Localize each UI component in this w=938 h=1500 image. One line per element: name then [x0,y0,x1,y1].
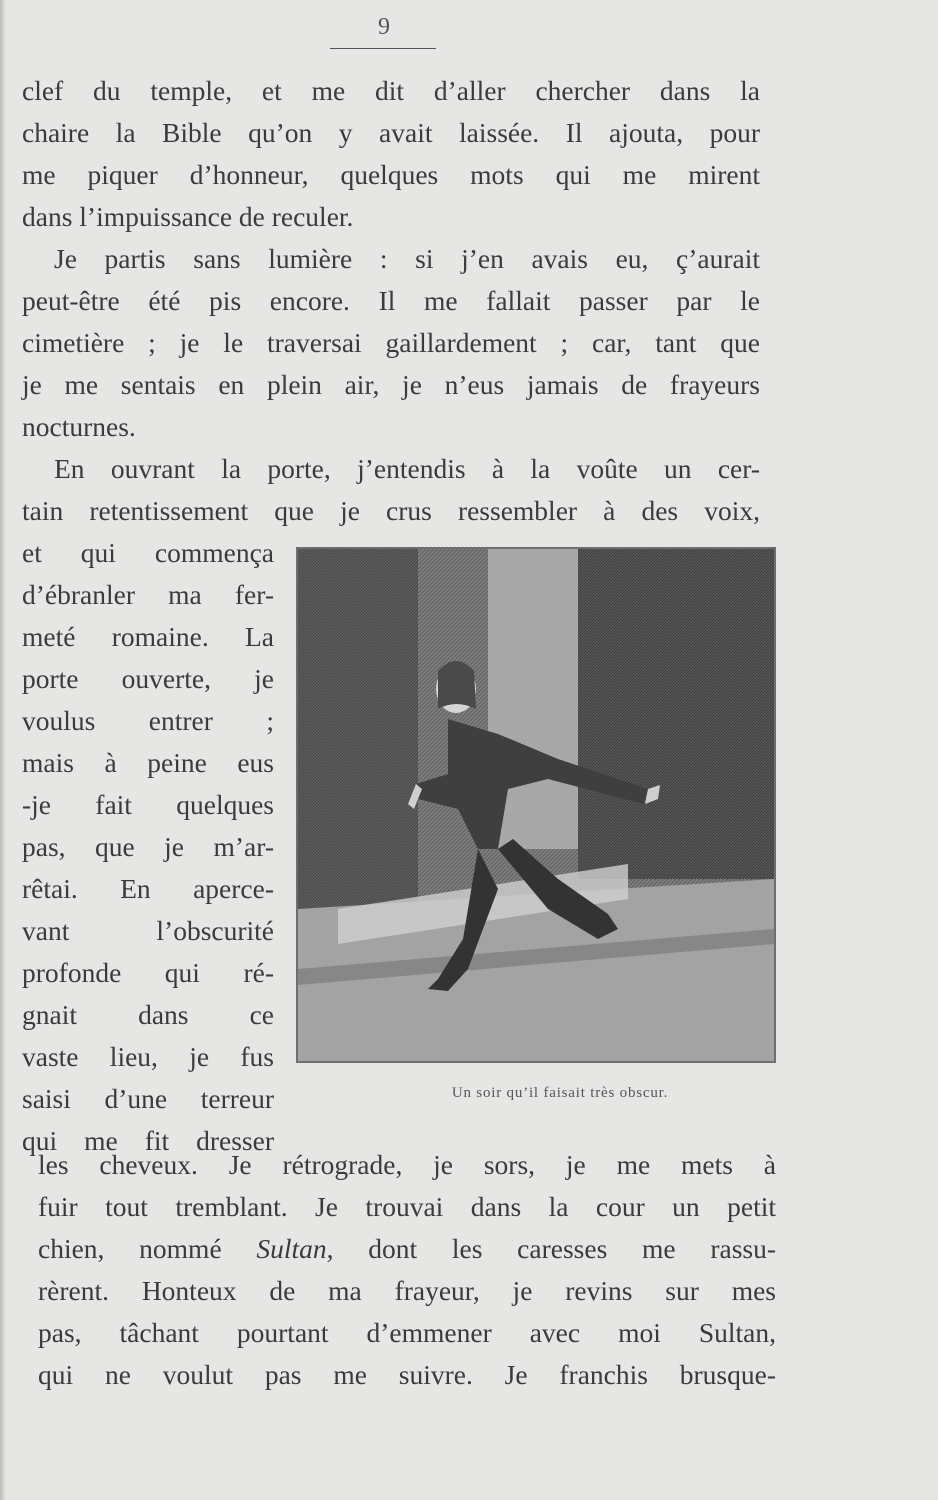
page-number: 9 [378,14,390,40]
text-line: porte ouverte, je [22,663,274,694]
text-line: qui ne voulut pas me suivre. Je franchis brusque- [38,1359,776,1390]
text-line [38,1230,776,1268]
text-line: je me sentais en plein air, je n’eus jamais de frayeurs [22,369,760,400]
page-edge [0,0,6,1500]
illustration-boy-fleeing [296,547,776,1063]
text-line: d’ébranler ma fer- [22,579,274,610]
text-line: chaire la Bible qu’on y avait laissée. Il ajouta, pour [22,117,760,148]
text-line: pas, tâchant pourtant d’emmener avec moi Sultan, [38,1317,776,1348]
text-line: cimetière ; je le traversai gaillardement ; car, tant que [22,327,760,358]
text-line: Je partis sans lumière : si j’en avais eu, ç’aurait [54,243,760,274]
text-line: me piquer d’honneur, quelques mots qui me mirent [22,159,760,190]
text-line: gnait dans ce [22,999,274,1030]
text-line: meté romaine. La [22,621,274,652]
text-line: voulus entrer ; [22,705,274,736]
text-line: fuir tout tremblant. Je trouvai dans la cour un petit [38,1191,776,1222]
text-line: En ouvrant la porte, j’entendis à la voûte un cer- [54,453,760,484]
text-line: peut-être été pis encore. Il me fallait passer par le [22,285,760,316]
text-line: rèrent. Honteux de ma frayeur, je revins sur mes [38,1275,776,1306]
text-line: vaste lieu, je fus [22,1041,274,1072]
text-line: mais à peine eus [22,747,274,778]
text-line: qui me fit dresser [22,1125,274,1156]
text-line: -je fait quelques [22,789,274,820]
text-line: les cheveux. Je rétrograde, je sors, je me mets à [38,1149,776,1180]
page-number-rule [330,48,436,49]
text-line: rêtai. En aperce- [22,873,274,904]
figure-caption: Un soir qu’il faisait très obscur. [451,1085,669,1101]
dog-name: Sultan [256,1233,327,1264]
text-line: saisi d’une terreur [22,1083,274,1114]
text-line: clef du temple, et me dit d’aller chercher dans la [22,75,760,106]
text-line: profonde qui ré- [22,957,274,988]
text-line: pas, que je m’ar- [22,831,274,862]
text-line: tain retentissement que je crus ressembler à des voix, [22,495,760,526]
text-line: et qui commença [22,537,274,568]
text-segment: , dont les caresses me rassu- [326,1233,777,1264]
text-line: vant l’obscurité [22,915,274,946]
text-line: dans l’impuissance de reculer. [22,201,354,232]
text-line: nocturnes. [22,411,136,442]
text-segment: chien, nommé [38,1233,257,1264]
